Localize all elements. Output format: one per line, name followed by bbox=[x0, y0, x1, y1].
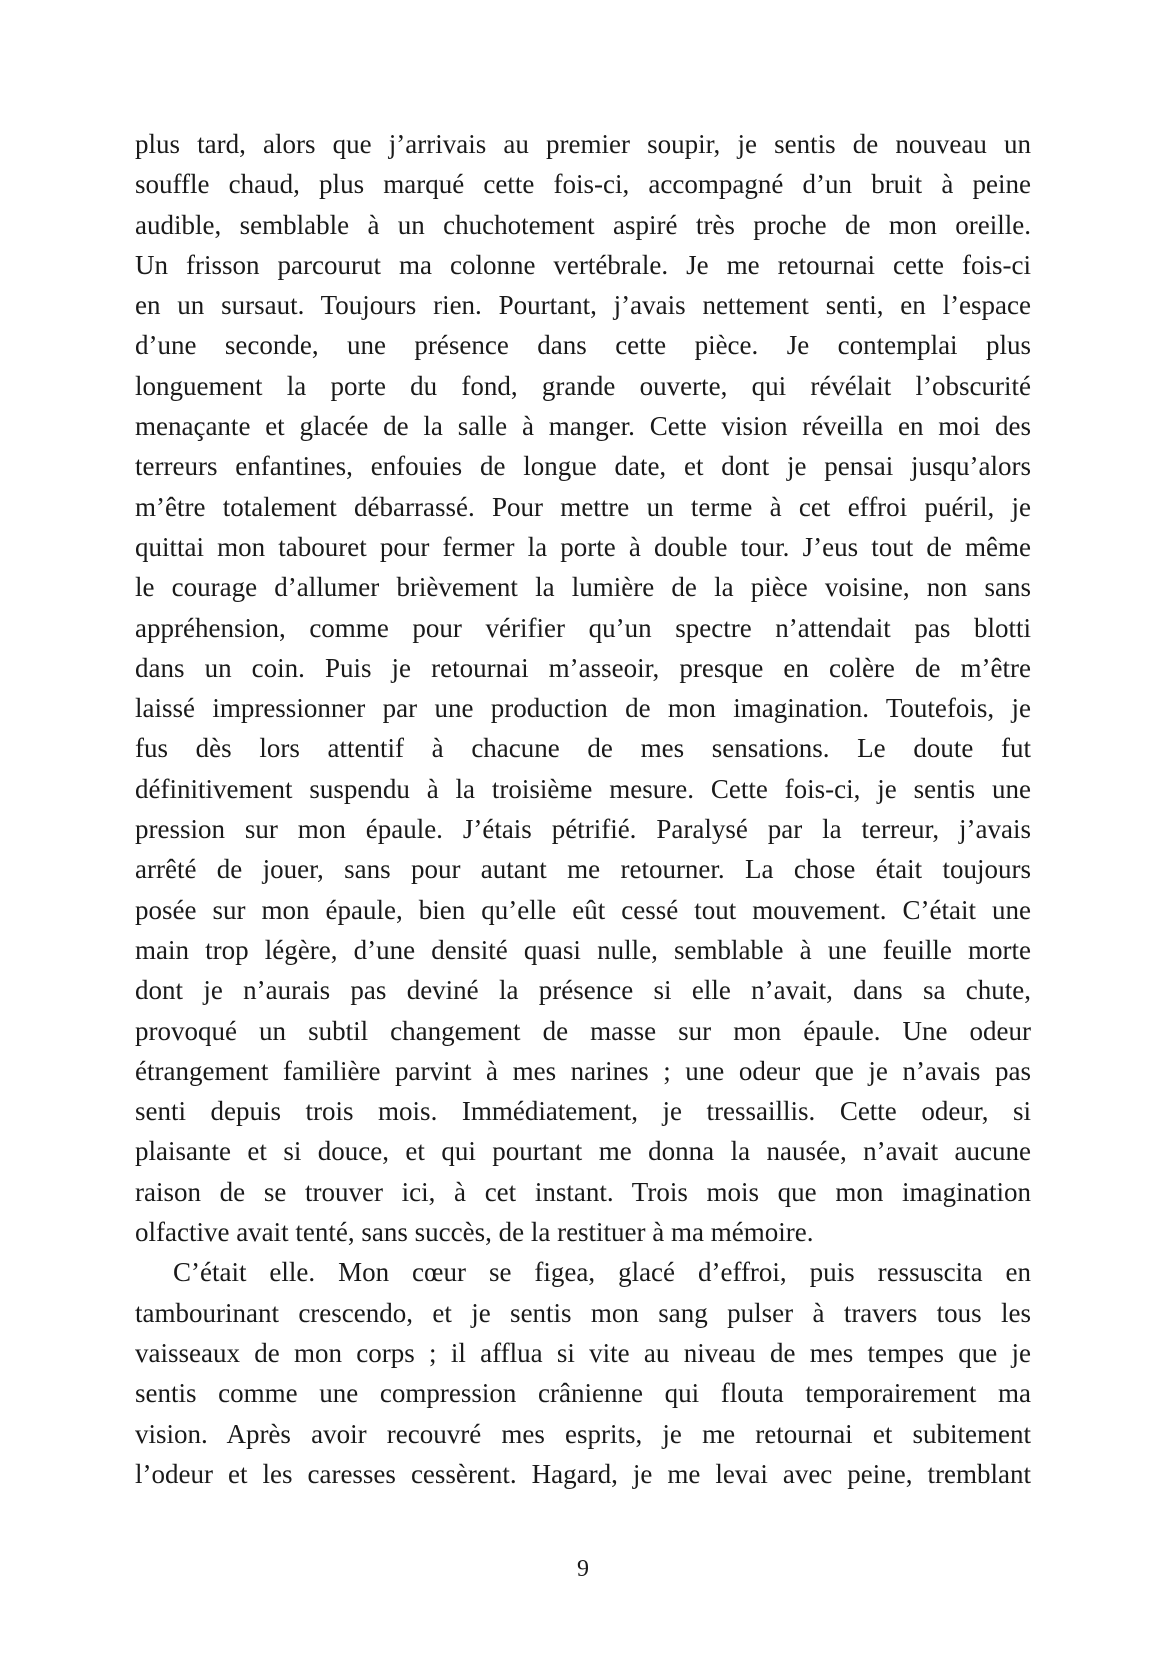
text-line: sentis comme une compression crânienne qui flouta temporairement ma bbox=[135, 1378, 1031, 1409]
text-line: provoqué un subtil changement de masse sur mon épaule. Une odeur bbox=[135, 1015, 1031, 1046]
text-line: appréhension, comme pour vérifier qu’un spectre n’attendait pas blotti bbox=[135, 612, 1031, 643]
text-line: posée sur mon épaule, bien qu’elle eût cessé tout mouvement. C’était une bbox=[135, 894, 1031, 925]
text-line: main trop légère, d’une densité quasi nulle, semblable à une feuille morte bbox=[135, 934, 1031, 965]
text-line: plus tard, alors que j’arrivais au premier soupir, je sentis de nouveau un bbox=[135, 129, 1031, 159]
body-text bbox=[135, 124, 1031, 1494]
text-line: pression sur mon épaule. J’étais pétrifié. Paralysé par la terreur, j’avais bbox=[135, 814, 1031, 845]
text-line: l’odeur et les caresses cessèrent. Hagard, je me levai avec peine, tremblant bbox=[135, 1458, 1031, 1489]
text-line: définitivement suspendu à la troisième mesure. Cette fois-ci, je sentis une bbox=[135, 773, 1031, 804]
text-line: C’était elle. Mon cœur se figea, glacé d’effroi, puis ressuscita en bbox=[173, 1257, 1031, 1288]
text-line: menaçante et glacée de la salle à manger. Cette vision réveilla en moi des bbox=[135, 411, 1031, 442]
text-line: plaisante et si douce, et qui pourtant me donna la nausée, n’avait aucune bbox=[135, 1136, 1031, 1167]
text-line: dont je n’aurais pas deviné la présence si elle n’avait, dans sa chute, bbox=[135, 975, 1031, 1006]
text-line: m’être totalement débarrassé. Pour mettre un terme à cet effroi puéril, je bbox=[135, 491, 1031, 522]
text-line: arrêté de jouer, sans pour autant me retourner. La chose était toujours bbox=[135, 854, 1031, 885]
text-line: le courage d’allumer brièvement la lumière de la pièce voisine, non sans bbox=[135, 572, 1031, 603]
page-number: 9 bbox=[577, 1556, 589, 1582]
text-line: terreurs enfantines, enfouies de longue date, et dont je pensai jusqu’alors bbox=[135, 451, 1031, 482]
text-line: audible, semblable à un chuchotement aspiré très proche de mon oreille. bbox=[135, 209, 1031, 240]
paragraph bbox=[135, 1252, 1031, 1494]
text-line: laissé impressionner par une production de mon imagination. Toutefois, je bbox=[135, 693, 1031, 724]
text-line: Un frisson parcourut ma colonne vertébrale. Je me retournai cette fois-ci bbox=[135, 249, 1031, 280]
text-line: olfactive avait tenté, sans succès, de la restituer à ma mémoire. bbox=[135, 1217, 814, 1248]
text-line: tambourinant crescendo, et je sentis mon sang pulser à travers tous les bbox=[135, 1297, 1031, 1328]
text-line: souffle chaud, plus marqué cette fois-ci, accompagné d’un bruit à peine bbox=[135, 169, 1031, 200]
text-line: quittai mon tabouret pour fermer la porte à double tour. J’eus tout de même bbox=[135, 531, 1031, 562]
paragraph bbox=[135, 124, 1031, 1252]
text-line: longuement la porte du fond, grande ouverte, qui révélait l’obscurité bbox=[135, 370, 1031, 401]
text-line: raison de se trouver ici, à cet instant. Trois mois que mon imagination bbox=[135, 1176, 1031, 1207]
text-line: d’une seconde, une présence dans cette pièce. Je contemplai plus bbox=[135, 330, 1031, 361]
text-line: fus dès lors attentif à chacune de mes sensations. Le doute fut bbox=[135, 733, 1031, 764]
text-line: vaisseaux de mon corps ; il afflua si vite au niveau de mes tempes que je bbox=[135, 1337, 1031, 1368]
text-line: vision. Après avoir recouvré mes esprits, je me retournai et subitement bbox=[135, 1418, 1031, 1449]
text-line: étrangement familière parvint à mes narines ; une odeur que je n’avais pas bbox=[135, 1055, 1031, 1086]
text-line: dans un coin. Puis je retournai m’asseoir, presque en colère de m’être bbox=[135, 652, 1031, 683]
text-line: senti depuis trois mois. Immédiatement, je tressaillis. Cette odeur, si bbox=[135, 1096, 1031, 1127]
text-line: en un sursaut. Toujours rien. Pourtant, j’avais nettement senti, en l’espace bbox=[135, 290, 1031, 321]
